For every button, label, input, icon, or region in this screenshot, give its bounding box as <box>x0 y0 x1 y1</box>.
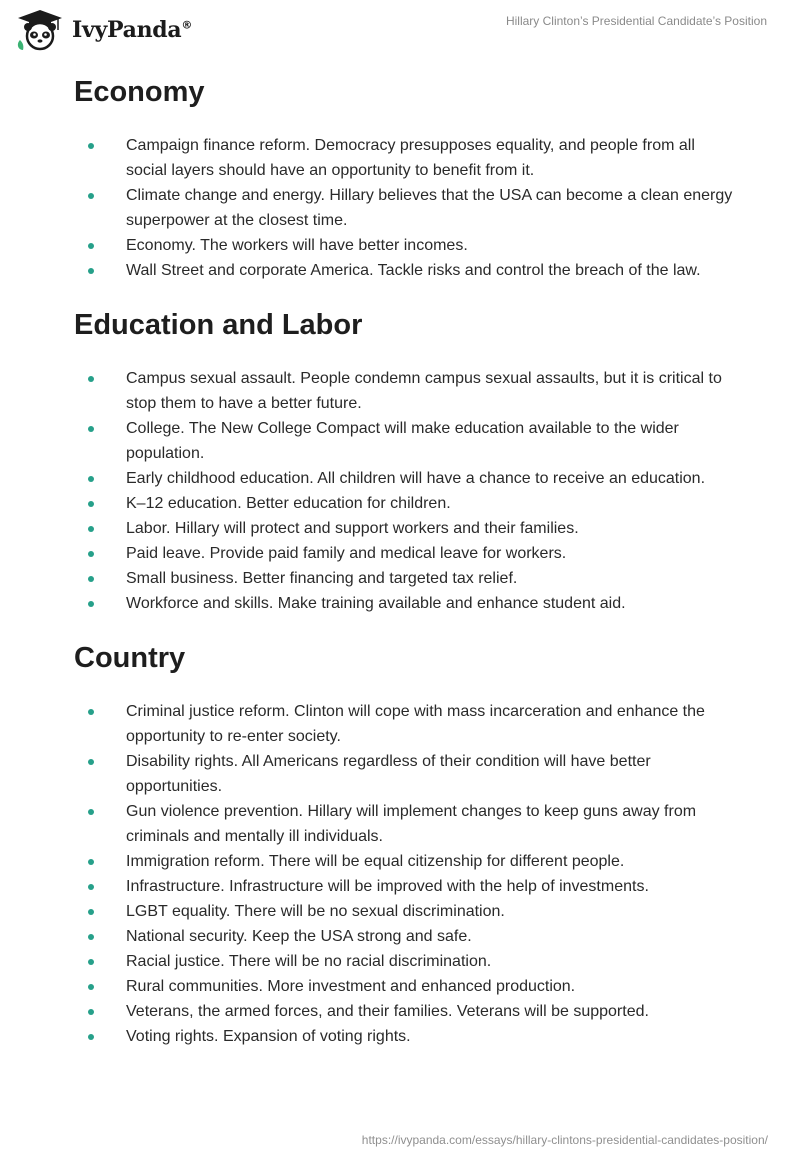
bullet-dot <box>88 1034 94 1040</box>
bullet-list <box>74 133 734 283</box>
ivypanda-logo[interactable] <box>14 8 194 52</box>
section-economy <box>74 70 734 283</box>
bullet-dot <box>88 526 94 532</box>
bullet-dot <box>88 1009 94 1015</box>
list-item: Infrastructure. Infrastructure will be improved with the help of investments. <box>74 874 734 899</box>
panda-graduate-icon <box>14 8 66 52</box>
bullet-dot <box>88 501 94 507</box>
list-item: Small business. Better financing and targeted tax relief. <box>74 566 734 591</box>
section-heading: Country <box>74 642 186 674</box>
list-item: K–12 education. Better education for children. <box>74 491 734 516</box>
list-item: Climate change and energy. Hillary believes that the USA can become a clean energy superpower at the closest time. <box>74 183 734 233</box>
logo-text: IvyPanda® <box>72 17 193 43</box>
bullet-dot <box>88 426 94 432</box>
section-heading: Economy <box>74 76 205 108</box>
bullet-dot <box>88 709 94 715</box>
page-header <box>0 0 800 60</box>
list-item: Criminal justice reform. Clinton will cope with mass incarceration and enhance the opportunity to re-enter society. <box>74 699 734 749</box>
list-item: Disability rights. All Americans regardless of their condition will have better opportunities. <box>74 749 734 799</box>
bullet-dot <box>88 934 94 940</box>
essay-content <box>74 70 734 1049</box>
bullet-dot <box>88 193 94 199</box>
list-item: Campus sexual assault. People condemn campus sexual assaults, but it is critical to stop them to have a better future. <box>74 366 734 416</box>
bullet-dot <box>88 859 94 865</box>
list-item: Economy. The workers will have better incomes. <box>74 233 734 258</box>
list-item: Campaign finance reform. Democracy presupposes equality, and people from all social layers should have an opportunity to benefit from it. <box>74 133 734 183</box>
bullet-dot <box>88 984 94 990</box>
list-item: College. The New College Compact will make education available to the wider population. <box>74 416 734 466</box>
registered-mark: ® <box>181 18 193 32</box>
list-item: Racial justice. There will be no racial discrimination. <box>74 949 734 974</box>
bullet-dot <box>88 809 94 815</box>
bullet-dot <box>88 551 94 557</box>
bullet-dot <box>88 576 94 582</box>
bullet-dot <box>88 884 94 890</box>
list-item: Immigration reform. There will be equal citizenship for different people. <box>74 849 734 874</box>
document-title: Hillary Clinton’s Presidential Candidate’s Position <box>505 14 767 28</box>
bullet-dot <box>88 143 94 149</box>
bullet-dot <box>88 376 94 382</box>
list-item: Wall Street and corporate America. Tackle risks and control the breach of the law. <box>74 258 734 283</box>
bullet-list <box>74 699 734 1049</box>
bullet-dot <box>88 959 94 965</box>
section-education-and-labor <box>74 303 734 616</box>
list-item: Early childhood education. All children will have a chance to receive an education. <box>74 466 734 491</box>
section-heading: Education and Labor <box>74 309 363 341</box>
bullet-list <box>74 366 734 616</box>
list-item: National security. Keep the USA strong and safe. <box>74 924 734 949</box>
bullet-dot <box>88 243 94 249</box>
bullet-dot <box>88 601 94 607</box>
list-item: Workforce and skills. Make training available and enhance student aid. <box>74 591 734 616</box>
list-item: Veterans, the armed forces, and their families. Veterans will be supported. <box>74 999 734 1024</box>
list-item: Labor. Hillary will protect and support workers and their families. <box>74 516 734 541</box>
bullet-dot <box>88 268 94 274</box>
section-country <box>74 636 734 1049</box>
bullet-dot <box>88 476 94 482</box>
list-item: Rural communities. More investment and enhanced production. <box>74 974 734 999</box>
bullet-dot <box>88 909 94 915</box>
list-item: Voting rights. Expansion of voting rights. <box>74 1024 734 1049</box>
list-item: Paid leave. Provide paid family and medical leave for workers. <box>74 541 734 566</box>
source-url-link[interactable]: https://ivypanda.com/essays/hillary-clintons-presidential-candidates-position/ <box>361 1133 768 1147</box>
list-item: Gun violence prevention. Hillary will implement changes to keep guns away from criminals and mentally ill individuals. <box>74 799 734 849</box>
bullet-dot <box>88 759 94 765</box>
list-item: LGBT equality. There will be no sexual discrimination. <box>74 899 734 924</box>
